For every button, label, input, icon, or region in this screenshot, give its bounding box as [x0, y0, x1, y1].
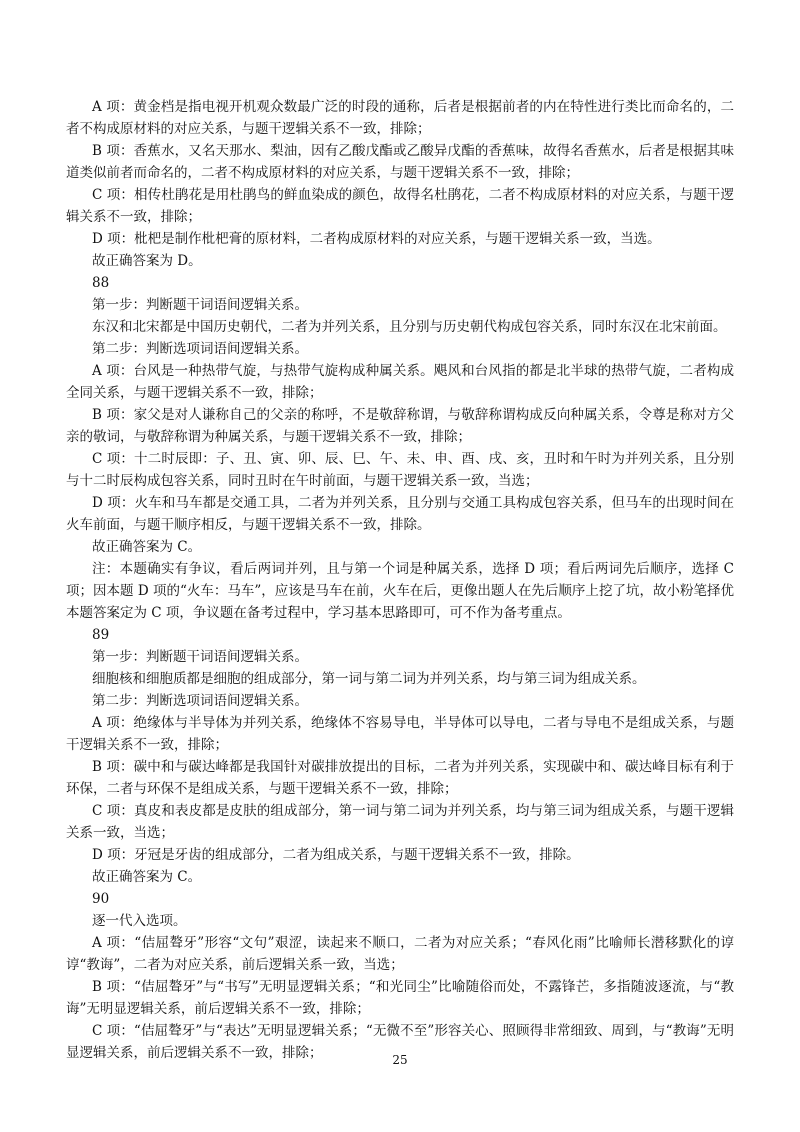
paragraph: 第二步：判断选项词语间逻辑关系。	[92, 693, 308, 709]
paragraph: 东汉和北宋都是中国历史朝代，二者为并列关系，且分别与历史朝代构成包容关系，同时东汉在北宋前面。	[92, 319, 727, 335]
paragraph: A 项：黄金档是指电视开机观众数最广泛的时段的通称，后者是根据前者的内在特性进行类比而命名的，二者不构成原材料的对应关系，与题干逻辑关系不一致，排除；	[66, 99, 734, 137]
paragraph: 逐一代入选项。	[92, 913, 187, 929]
paragraph: 90	[92, 891, 110, 907]
paragraph: D 项：火车和马车都是交通工具，二者为并列关系，且分别与交通工具构成包容关系，但马车的出现时间在火车前面，与题干顺序相反，与题干逻辑关系不一致，排除。	[66, 495, 734, 533]
paragraph: B 项：碳中和与碳达峰都是我国针对碳排放提出的目标，二者为并列关系，实现碳中和、碳达峰目标有利于环保，二者与环保不是组成关系，与题干逻辑关系不一致，排除；	[66, 759, 734, 797]
paragraph: 注：本题确实有争议，看后两词并列，且与第一个词是种属关系，选择 D 项；看后两词先后顺序，选择 C 项；因本题 D 项的“火车：马车”，应该是马车在前，火车在后，更像出题人在先后顺序上挖了坑，故小粉笔择优本题答案定为 C 项，争议题在备考过程中，学习基本思路即可，可不作为备考重点。	[66, 561, 734, 621]
paragraph: 第一步：判断题干词语间逻辑关系。	[92, 649, 308, 665]
paragraph: 故正确答案为 D。	[92, 253, 202, 269]
page-number: 25	[392, 1053, 408, 1067]
paragraph: B 项：家父是对人谦称自己的父亲的称呼，不是敬辞称谓，与敬辞称谓构成反向种属关系，令尊是称对方父亲的敬词，与敬辞称谓为种属关系，与题干逻辑关系不一致，排除；	[66, 407, 734, 445]
paragraph: C 项：“佶屈聱牙”与“表达”无明显逻辑关系；“无微不至”形容关心、照顾得非常细致、周到，与“教诲”无明显逻辑关系，前后逻辑关系不一致，排除；	[66, 1023, 734, 1061]
paragraph: D 项：枇杷是制作枇杷膏的原材料，二者构成原材料的对应关系，与题干逻辑关系一致，当选。	[92, 231, 661, 247]
paragraph: 第一步：判断题干词语间逻辑关系。	[92, 297, 308, 313]
paragraph: 细胞核和细胞质都是细胞的组成部分，第一词与第二词为并列关系，均与第三词为组成关系。	[92, 671, 646, 687]
paragraph: C 项：十二时辰即：子、丑、寅、卯、辰、巳、午、未、申、酉、戌、亥，丑时和午时为并列关系，且分别与十二时辰构成包容关系，同时丑时在午时前面，与题干逻辑关系一致，当选；	[66, 451, 734, 489]
paragraph: D 项：牙冠是牙齿的组成部分，二者为组成关系，与题干逻辑关系不一致，排除。	[92, 847, 580, 863]
paragraph: A 项：“佶屈聱牙”形容“文句”艰涩，读起来不顺口，二者为对应关系；“春风化雨”比喻师长潜移默化的谆谆“教诲”，二者为对应关系，前后逻辑关系一致，当选；	[66, 935, 734, 973]
paragraph: B 项：香蕉水，又名天那水、梨油，因有乙酸戊酯或乙酸异戊酯的香蕉味，故得名香蕉水，后者是根据其味道类似前者而命名的，二者不构成原材料的对应关系，与题干逻辑关系不一致，排除；	[66, 143, 734, 181]
paragraph: 故正确答案为 C。	[92, 869, 202, 885]
paragraph: B 项：“佶屈聱牙”与“书写”无明显逻辑关系；“和光同尘”比喻随俗而处，不露锋芒，多指随波逐流，与“教诲”无明显逻辑关系，前后逻辑关系不一致，排除；	[66, 979, 734, 1017]
paragraph: C 项：真皮和表皮都是皮肤的组成部分，第一词与第二词为并列关系，均与第三词为组成关系，与题干逻辑关系一致，当选；	[66, 803, 734, 841]
paragraph: 88	[92, 275, 110, 291]
paragraph: A 项：绝缘体与半导体为并列关系，绝缘体不容易导电，半导体可以导电，二者与导电不是组成关系，与题干逻辑关系不一致，排除；	[66, 715, 734, 753]
document-body	[66, 96, 734, 1064]
paragraph: 故正确答案为 C。	[92, 539, 202, 555]
paragraph: 89	[92, 627, 110, 643]
paragraph: A 项：台风是一种热带气旋，与热带气旋构成种属关系。飓风和台风指的都是北半球的热带气旋，二者构成全同关系，与题干逻辑关系不一致，排除；	[66, 363, 734, 401]
paragraph: C 项：相传杜鹃花是用杜鹃鸟的鲜血染成的颜色，故得名杜鹃花，二者不构成原材料的对应关系，与题干逻辑关系不一致，排除；	[66, 187, 734, 225]
paragraph: 第二步：判断选项词语间逻辑关系。	[92, 341, 308, 357]
